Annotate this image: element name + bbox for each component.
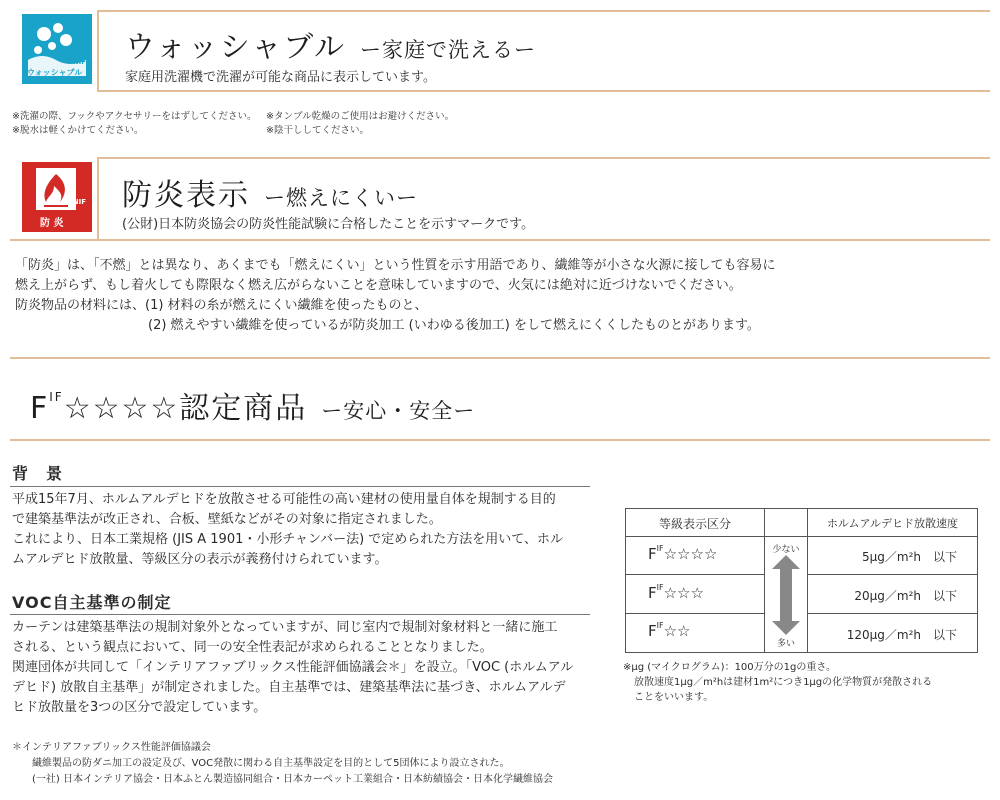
footnote-line-2: (一社) 日本インテリア協会・日本ふとん製造協同組合・日本カーペット工業組合・日本紡績協会・日本化学繊維協会 [32,774,553,785]
voc-heading: VOC自主基準の制定 [12,593,172,612]
washable-logo-nif: NIF [72,58,86,66]
washable-title: ウォッシャブル [125,30,346,65]
voc-rule [10,614,590,615]
fireproof-paragraph [15,256,776,336]
fireproof-line-3: 防炎物品の材料には、(1) 材料の糸が燃えにくい繊維を使ったものと、 [15,298,428,313]
table-header-rate: ホルムアルデヒド放散速度 [826,517,959,530]
background-line-2: で建築基準法が改正され、合板、壁紙などがその対象に指定されました。 [12,512,442,527]
table-note-2: 放散速度1μg／m²hは建材1m²につき1μgの化学物質が発散される [634,677,933,688]
background-rule [10,486,590,487]
fstar-title: 認定商品 [179,391,308,426]
fstar-subtitle: ー安心・安全ー [321,399,476,423]
fstar-f: F [30,391,50,426]
table-row-rate: 5μg／m²h 以下 [862,550,957,564]
arrow-top-label: 少ない [772,545,800,555]
washable-logo-label: ウォッシャブル [27,68,83,77]
table-row-rate: 20μg／m²h 以下 [854,589,957,603]
voc-line-1: カーテンは建築基準法の規制対象外となっていますが、同じ室内で規制対象材料と一緒に施工 [12,620,558,635]
washable-note-4: ※陰干ししてください。 [266,125,369,136]
background-heading: 背 景 [12,464,64,483]
washable-subtitle: ー家庭で洗えるー [360,38,536,62]
fireproof-top-line [97,157,990,159]
fstar-sup: IF [49,390,64,404]
table-row-3-grade-cell [625,613,765,653]
footnote-title: ＊インテリアファブリックス性能評価協議会 [12,742,211,753]
fireproof-title: 防炎表示 [122,178,250,213]
fireproof-logo-nif: NIF [72,198,86,206]
footnote [12,740,553,788]
fireproof-description: (公財)日本防炎協会の防炎性能試験に合格したことを示すマークです。 [122,217,535,232]
fireproof-logo [22,162,92,232]
table-note-3: ことをいいます。 [634,692,714,703]
table-row-grade: $F^{IF}☆☆☆$ [648,583,704,602]
washable-heading [125,22,536,66]
washable-bottom-line [97,90,990,92]
table-header-arrow-cell [764,508,808,537]
fstar-bottom-line [10,439,990,441]
washable-note-2: ※タンブル乾燥のご使用はお避けください。 [266,111,455,122]
table-row-grade: $F^{IF}☆☆☆☆$ [648,544,718,563]
fireproof-subtitle: ー燃えにくいー [264,186,418,210]
fireproof-divider [97,157,99,239]
washable-logo [22,14,92,84]
voc-line-3: 関連団体が共同して「インテリアファブリックス性能評価協議会＊」を設立。「VOC (ホルムアル [12,660,574,675]
table-row-grade: $F^{IF}☆☆$ [648,621,691,640]
fireproof-line-2: 燃え上がらず、もし着火しても際限なく燃え広がらないことを意味していますので、火気には絶対に近づけないでください。 [15,278,742,293]
double-arrow-icon [772,555,800,635]
fireproof-line-4: (2) 燃えやすい繊維を使っているが防炎加工 (いわゆる後加工) をして燃えにくくしたものとがあります。 [148,318,760,333]
background-paragraph [12,490,563,570]
fireproof-heading [122,170,418,214]
washable-divider [97,10,99,90]
table-note-1: ※μg (マイクログラム)：100万分の1gの重さ。 [623,662,836,673]
footnote-line-1: 繊維製品の防ダニ加工の設定及び、VOC発散に関わる自主基準設定を目的として5団体により設立された。 [32,758,510,769]
fireproof-bottom-line [10,239,990,241]
washable-note-1: ※洗濯の際、フックやアクセサリーをはずしてください。 [12,111,257,122]
fstar-heading [30,383,475,427]
fstar-stars: ☆☆☆☆ [63,391,180,426]
table-header-grade: 等級表示区分 [658,517,731,531]
fireproof-section-end-line [10,357,990,359]
arrow-bottom-label: 多い [776,639,795,649]
washable-top-line [97,10,990,12]
washable-note-3: ※脱水は軽くかけてください。 [12,125,144,136]
background-line-3: これにより、日本工業規格 (JIS A 1901・小形チャンバー法) で定められた方法を用いて、ホル [12,532,564,547]
voc-line-4: デヒド) 放散自主基準」が制定されました。自主基準では、建築基準法に基づき、ホルムアルデ [12,680,566,695]
fireproof-line-1: 「防炎」は、「不燃」とは異なり、あくまでも「燃えにくい」という性質を示す用語であり、繊維等が小さな火源に接しても容易に [15,258,776,273]
voc-line-5: ヒド放散量を3つの区分で設定しています。 [12,700,267,715]
washable-description: 家庭用洗濯機で洗濯が可能な商品に表示しています。 [125,70,436,85]
voc-line-2: される、という観点において、同一の安全性表記が求められることとなりました。 [12,640,493,655]
background-line-4: ムアルデヒド放散量、等級区分の表示が義務付けられています。 [12,552,388,567]
voc-paragraph [12,618,573,718]
background-line-1: 平成15年7月、ホルムアルデヒドを放散させる可能性の高い建材の使用量自体を規制する目的 [12,492,556,507]
fireproof-logo-label: 防 炎 [40,218,64,229]
table-row-rate: 120μg／m²h 以下 [846,628,957,642]
table-notes [623,660,932,705]
